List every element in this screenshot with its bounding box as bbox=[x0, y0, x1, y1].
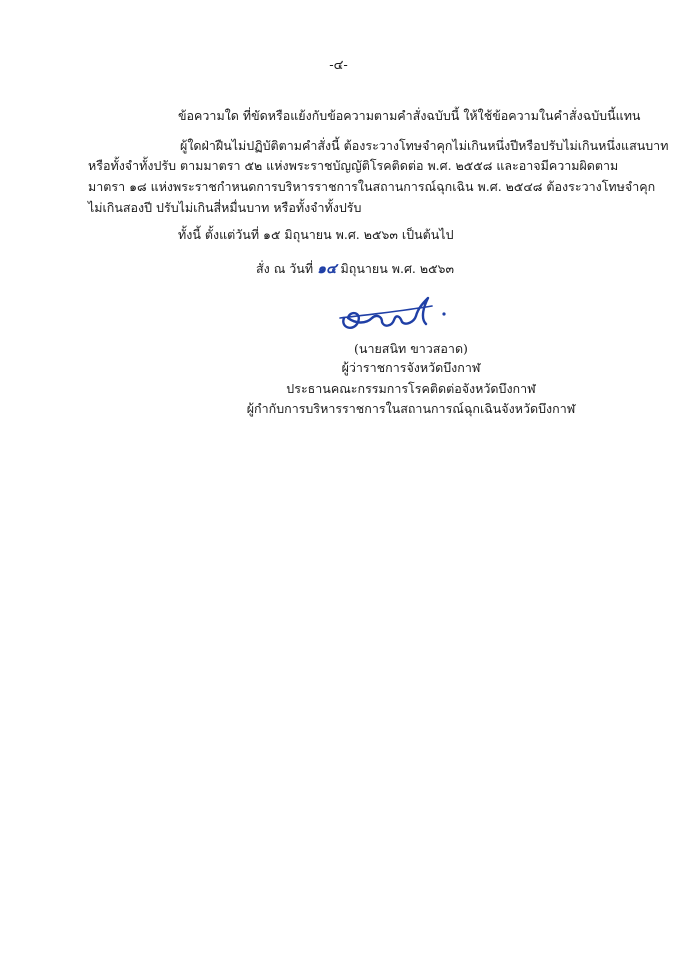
signatory-title-governor: ผู้ว่าราชการจังหวัดบึงกาฬ bbox=[341, 360, 481, 375]
ordered-date-prefix: สั่ง ณ วันที่ bbox=[256, 261, 318, 276]
ordered-date-day: ๑๔ bbox=[317, 261, 337, 277]
signatory-title-emergency-director: ผู้กำกับการบริหารราชการในสถานการณ์ฉุกเฉินจังหวัดบึงกาฬ bbox=[246, 401, 576, 416]
paragraph-penalty-line-1: ผู้ใดฝ่าฝืนไม่ปฏิบัติตามคำสั่งนี้ ต้องระวางโทษจำคุกไม่เกินหนึ่งปีหรือปรับไม่เกินหนึ่งแสนบาท bbox=[180, 138, 669, 153]
paragraph-penalty-line-2: หรือทั้งจำทั้งปรับ ตามมาตรา ๕๒ แห่งพระราชบัญญัติโรคติดต่อ พ.ศ. ๒๕๕๘ และอาจมีความผิดตาม bbox=[88, 158, 619, 173]
signatory-title-committee-chair: ประธานคณะกรรมการโรคติดต่อจังหวัดบึงกาฬ bbox=[286, 381, 536, 396]
paragraph-conflicting-text: ข้อความใด ที่ขัดหรือแย้งกับข้อความตามคำสั่งฉบับนี้ ให้ใช้ข้อความในคำสั่งฉบับนี้แทน bbox=[178, 108, 641, 123]
ordered-date-suffix: มิถุนายน พ.ศ. ๒๕๖๓ bbox=[336, 261, 455, 276]
page-number: -๔- bbox=[329, 58, 348, 73]
effective-date: ทั้งนี้ ตั้งแต่วันที่ ๑๕ มิถุนายน พ.ศ. ๒๕๖๓ เป็นต้นไป bbox=[178, 227, 454, 242]
paragraph-penalty-line-3: มาตรา ๑๘ แห่งพระราชกำหนดการบริหารราชการในสถานการณ์ฉุกเฉิน พ.ศ. ๒๕๔๘ ต้องระวางโทษจำคุก bbox=[88, 179, 656, 194]
handwritten-signature bbox=[336, 288, 456, 334]
paragraph-penalty-line-4: ไม่เกินสองปี ปรับไม่เกินสี่หมื่นบาท หรือทั้งจำทั้งปรับ bbox=[88, 200, 362, 215]
ordered-date bbox=[256, 259, 454, 279]
signatory-name: (นายสนิท ขาวสอาด) bbox=[354, 341, 468, 356]
